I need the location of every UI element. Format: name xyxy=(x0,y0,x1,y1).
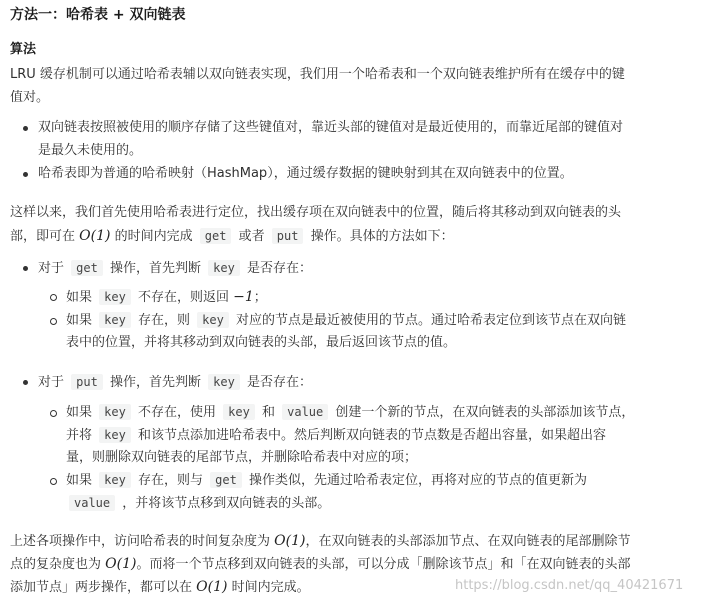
text: 和 xyxy=(261,405,275,420)
code-key: key xyxy=(208,260,240,276)
math-o1: O(1) xyxy=(105,556,137,572)
text: 如果 xyxy=(66,473,93,488)
text: 操作，首先判断 xyxy=(109,261,201,276)
intro-line-1: LRU 缓存机制可以通过哈希表辅以双向链表实现，我们用一个哈希表和一个双向链表维护所有在缓存中的键 xyxy=(10,67,625,82)
code-key: key xyxy=(99,427,131,443)
text: 点的复杂度也为 xyxy=(10,557,102,572)
text: 创建一个新的节点，在双向链表的头部添加该节点， xyxy=(335,405,635,420)
code-get: get xyxy=(210,472,242,488)
code-key: key xyxy=(99,289,131,305)
text: ； xyxy=(253,290,267,305)
code-key: key xyxy=(99,472,131,488)
text: 如果 xyxy=(66,313,93,328)
bullet-dot xyxy=(23,126,28,131)
page-title: 方法一：哈希表 + 双向链表 xyxy=(10,7,186,23)
text: 操作，首先判断 xyxy=(109,375,201,390)
watermark: https://blog.csdn.net/qq_40421671 xyxy=(455,578,684,593)
text: 存在，则与 xyxy=(137,473,203,488)
math-minus-one: −1 xyxy=(233,289,254,305)
put-sub-2 xyxy=(66,469,587,492)
text: 和该节点添加进哈希表中。然后判断双向链表的节点数是否超出容量，如果超出容 xyxy=(137,428,606,443)
sub-bullet-circle xyxy=(50,294,57,301)
math-o1: O(1) xyxy=(79,228,111,244)
code-key: key xyxy=(197,312,229,328)
bullet-dot xyxy=(23,266,28,271)
put-lead xyxy=(38,371,312,394)
text: 如果 xyxy=(66,405,93,420)
code-key: key xyxy=(223,404,255,420)
intro-line-2: 值对。 xyxy=(10,90,50,105)
code-put: put xyxy=(71,374,103,390)
para2-text: 或者 xyxy=(238,229,265,244)
bullet-dot xyxy=(23,380,28,385)
get-lead xyxy=(38,257,312,280)
bullet-linked-list-line-1: 双向链表按照被使用的顺序存储了这些键值对，靠近头部的键值对是最近使用的，而靠近尾部的键值对 xyxy=(38,120,624,135)
bullet-dot xyxy=(23,172,28,177)
text: 操作类似，先通过哈希表定位，再将对应的节点的值更新为 xyxy=(248,473,587,488)
code-key: key xyxy=(208,374,240,390)
text: 如果 xyxy=(66,290,93,305)
para2-line-2 xyxy=(10,225,454,248)
text: 是否存在： xyxy=(246,375,312,390)
para2-text: 的时间内完成 xyxy=(114,229,193,244)
text: ，在双向链表的头部添加节点、在双向链表的尾部删除节 xyxy=(305,534,631,549)
code-key: key xyxy=(99,404,131,420)
code-put: put xyxy=(272,228,304,244)
get-sub-1 xyxy=(66,286,267,309)
math-o1: O(1) xyxy=(196,579,228,595)
text: 对应的节点是最近被使用的节点。通过哈希表定位到该节点在双向链 xyxy=(235,313,626,328)
text: 不存在，使用 xyxy=(137,405,216,420)
text: 。而将一个节点移到双向链表的头部，可以分成「删除该节点」和「在双向链表的头部 xyxy=(136,557,631,572)
para2-text: 部，即可在 xyxy=(10,229,76,244)
text: ，并将该节点移到双向链表的头部。 xyxy=(122,496,331,511)
code-value: value xyxy=(69,495,115,511)
code-get: get xyxy=(71,260,103,276)
text: 上述各项操作中，访问哈希表的时间复杂度为 xyxy=(10,534,271,549)
put-sub-2-line-2 xyxy=(66,492,330,515)
summary-line-3 xyxy=(10,576,310,599)
text: 添加节点」两步操作，都可以在 xyxy=(10,580,193,595)
sub-bullet-circle xyxy=(50,478,57,485)
bullet-hashmap: 哈希表即为普通的哈希映射（HashMap），通过缓存数据的键映射到其在双向链表中的位置。 xyxy=(38,166,573,181)
bullet-linked-list-line-2: 是最久未使用的。 xyxy=(38,143,143,158)
para2-text: 操作。具体的方法如下： xyxy=(310,229,454,244)
code-key: key xyxy=(99,312,131,328)
code-get: get xyxy=(200,228,232,244)
get-sub-2 xyxy=(66,309,626,332)
summary-line-1 xyxy=(10,530,630,553)
sub-bullet-circle xyxy=(50,410,57,417)
text: 对于 xyxy=(38,375,65,390)
put-sub-1 xyxy=(66,401,634,424)
section-title-algorithm: 算法 xyxy=(10,42,37,57)
text: 时间内完成。 xyxy=(231,580,310,595)
put-sub-1-line-3: 量，则删除双向链表的尾部节点，并删除哈希表中对应的项； xyxy=(66,450,418,465)
text: 存在，则 xyxy=(137,313,190,328)
text: 并将 xyxy=(66,428,93,443)
math-o1: O(1) xyxy=(274,533,306,549)
text: 是否存在： xyxy=(246,261,312,276)
get-sub-2-line-2: 表中的位置，并将其移动到双向链表的头部，最后返回该节点的值。 xyxy=(66,335,457,350)
sub-bullet-circle xyxy=(50,318,57,325)
text: 不存在，则返回 xyxy=(137,290,229,305)
text: 对于 xyxy=(38,261,65,276)
summary-line-2 xyxy=(10,553,630,576)
code-value: value xyxy=(282,404,328,420)
put-sub-1-line-2 xyxy=(66,424,606,447)
para2-line-1: 这样以来，我们首先使用哈希表进行定位，找出缓存项在双向链表中的位置，随后将其移动到双向链表的头 xyxy=(10,205,622,220)
